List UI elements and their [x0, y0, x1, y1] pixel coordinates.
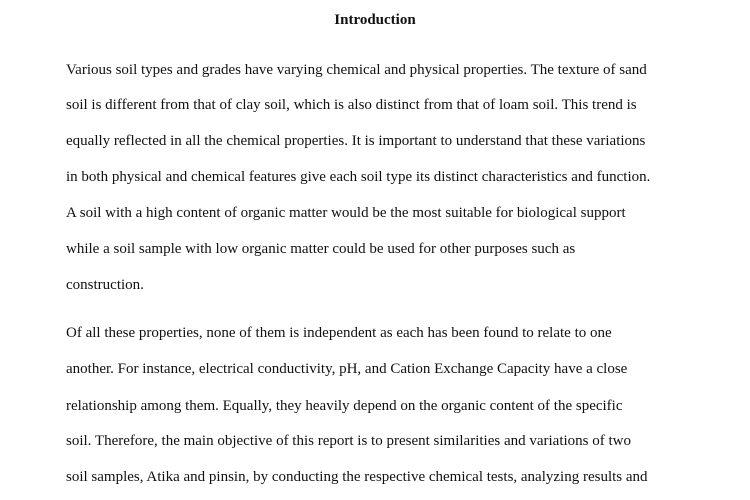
paragraph-line: another. For instance, electrical conductivity, pH, and Cation Exchange Capacity have a close — [66, 361, 628, 377]
paragraph-line: Of all these properties, none of them is independent as each has been found to relate to one — [66, 325, 612, 341]
paragraph-line: soil. Therefore, the main objective of this report is to present similarities and variations of two — [66, 433, 631, 449]
paragraph-line: soil samples, Atika and pinsin, by conducting the respective chemical tests, analyzing results and — [66, 469, 648, 485]
paragraph-line: in both physical and chemical features give each soil type its distinct characteristics and function. — [66, 169, 651, 185]
paragraph-line: soil is different from that of clay soil, which is also distinct from that of loam soil. This trend is — [66, 97, 637, 113]
paragraph-line: A soil with a high content of organic matter would be the most suitable for biological support — [66, 205, 626, 221]
paragraph-line: construction. — [66, 277, 144, 293]
paragraph-line: while a soil sample with low organic matter could be used for other purposes such as — [66, 241, 576, 257]
paragraph-line: equally reflected in all the chemical properties. It is important to understand that these variations — [66, 133, 646, 149]
section-heading: Introduction — [334, 12, 416, 28]
paragraph-line: Various soil types and grades have varying chemical and physical properties. The texture of sand — [66, 62, 647, 78]
paragraph-line: relationship among them. Equally, they heavily depend on the organic content of the specific — [66, 398, 623, 414]
